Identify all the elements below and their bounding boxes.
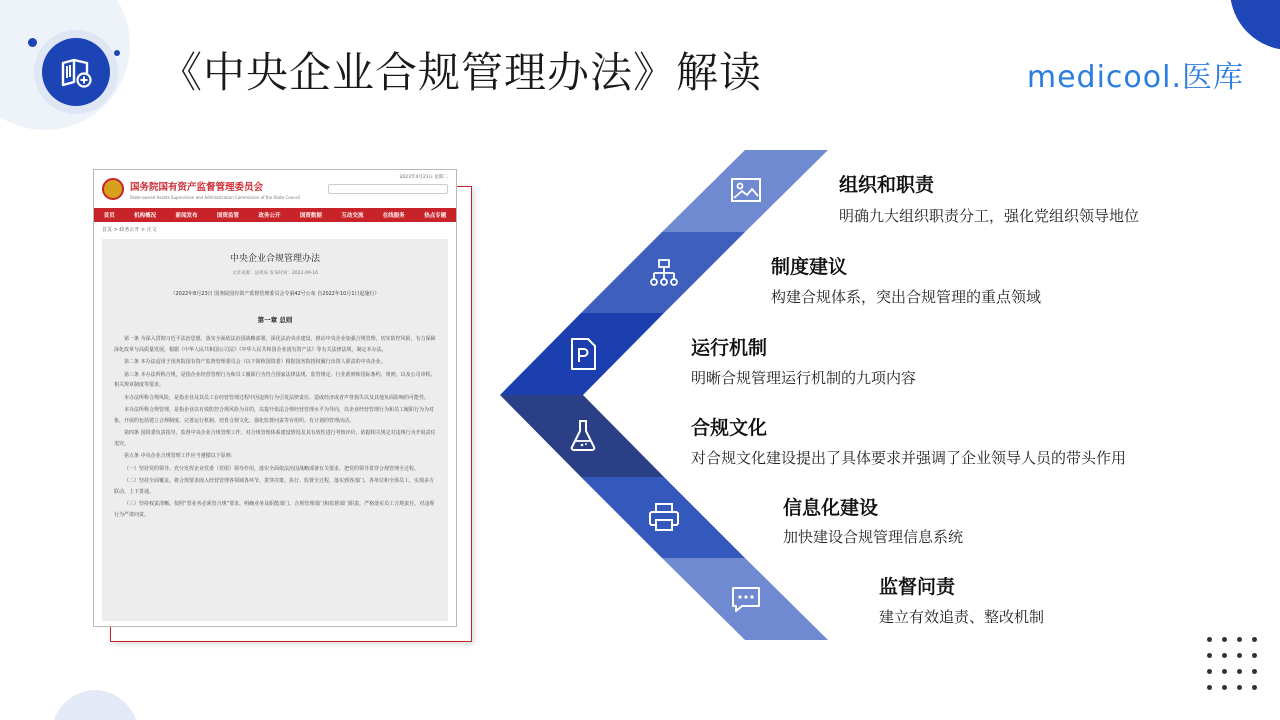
- page-title: 《中央企业合规管理办法》解读: [160, 48, 763, 97]
- item-title-mechanism: 运行机制: [691, 337, 768, 359]
- chat-icon: [729, 582, 763, 616]
- law-paragraph: 本办法所称合规风险，是指企业及其员工在经营管理过程中因违规行为引发法律责任、造成经济或者声誉损失以及其他负面影响的可能性。: [124, 394, 430, 401]
- law-note: （2022年8月23日 国务院国有资产监督管理委员会令第42号公布 自2022年10月1日起施行）: [170, 291, 380, 297]
- image-icon: [729, 173, 763, 207]
- document-date: 2023年4月21日 星期二: [399, 175, 448, 180]
- law-meta: 文章来源：法规局 发布时间：2022-09-16: [231, 271, 319, 276]
- item-title-organization: 组织和职责: [839, 174, 935, 196]
- chapter-heading: 第一章 总则: [257, 316, 293, 324]
- item-title-informatization: 信息化建设: [783, 497, 879, 519]
- law-paragraph: 第四条 国资委负责指导、监督中央企业合规管理工作，对合规管理体系建设情况及其有效性进行考核评价，依据相关规定对违规行为开展责任追究。: [114, 430, 436, 447]
- law-paragraph: 第五条 中央企业合规管理工作应当遵循以下原则：: [124, 453, 236, 459]
- document-nav-item: 互动交流: [341, 213, 364, 219]
- document-nav-item: 国资监管: [217, 213, 240, 219]
- document-nav-item: 在线服务: [382, 213, 405, 219]
- decor-dot-grid: [1207, 637, 1258, 690]
- item-title-supervision: 监督问责: [879, 576, 956, 598]
- item-desc-supervision: 建立有效追责、整改机制: [879, 608, 1045, 626]
- document-nav-item: 国资数据: [299, 213, 322, 219]
- document-nav-item: 政务公开: [258, 213, 281, 219]
- law-paragraph: 第一条 为深入贯彻习近平法治思想，落实全面依法治国战略部署，深化法治央企建设，推动中央企业加强合规管理，切实防控风险，有力保障深化改革与高质量发展，根据《中华人民共和国公司法》《中华人民共和国企业国有资产法》等有关法律法规，制定本办法。: [114, 336, 436, 353]
- brand-logo: medicool.医库: [1026, 60, 1244, 95]
- law-paragraph: （三）坚持权责清晰。按照“管业务必须管合规”要求，明确业务及职能部门、合规管理部门和监督部门职责，严格落实员工合规责任，对违规行为严肃问责。: [114, 501, 435, 518]
- org-name-en: State-owned Assets Supervision and Administration Commission of the State Council: [130, 194, 301, 200]
- document-nav-item: 首页: [103, 213, 115, 219]
- printer-icon: [647, 500, 681, 534]
- org-name-cn: 国务院国有资产监督管理委员会: [130, 181, 264, 193]
- document-nav-item: 新闻发布: [175, 213, 198, 219]
- document-p-icon: [566, 337, 600, 371]
- item-desc-system: 构建合规体系，突出合规管理的重点领域: [771, 288, 1042, 306]
- item-desc-mechanism: 明晰合规管理运行机制的九项内容: [691, 369, 917, 387]
- document-nav-item: 机构概况: [134, 213, 157, 219]
- law-paragraph: （一）坚持党的领导。充分发挥企业党委（党组）领导作用，落实全面依法治国战略部署有关要求，把党的领导贯穿合规管理全过程。: [124, 465, 420, 472]
- item-desc-culture: 对合规文化建设提出了具体要求并强调了企业领导人员的带头作用: [691, 449, 1127, 467]
- document-nav-item: 热点专题: [424, 213, 447, 219]
- item-desc-informatization: 加快建设合规管理信息系统: [783, 528, 964, 546]
- hierarchy-icon: [647, 256, 681, 290]
- law-title: 中央企业合规管理办法: [229, 254, 320, 264]
- law-paragraph: 第二条 本办法适用于国务院国有资产监督管理委员会（以下简称国资委）根据国务院授权履行出资人职责的中央企业。: [124, 359, 386, 365]
- law-paragraph: 第三条 本办法所称合规，是指企业经营管理行为和员工履职行为符合国家法律法规、监管规定、行业准则和国际条约、规则，以及公司章程、相关规章制度等要求。: [114, 371, 436, 388]
- item-desc-organization: 明确九大组织职责分工，强化党组织领导地位: [839, 207, 1140, 225]
- item-title-system: 制度建议: [771, 256, 848, 278]
- law-paragraph: （二）坚持全面覆盖。将合规要求嵌入经营管理各领域各环节，贯穿决策、执行、监督全过程，落实到各部门、各单位和全体员工，实现多方联动、上下贯通。: [114, 478, 435, 495]
- item-title-culture: 合规文化: [691, 417, 768, 439]
- breadcrumb: 首页 > 政务公开 > 正文: [102, 227, 157, 233]
- flask-icon: [566, 418, 600, 452]
- law-paragraph: 本办法所称合规管理，是指企业以有效防控合规风险为目的，以提升依法合规经营管理水平为导向，以企业经营管理行为和员工履职行为为对象，开展的包括建立合规制度、完善运行机制、培育合规文化、强化监督问责等有组织、有计划的管理活动。: [114, 407, 435, 424]
